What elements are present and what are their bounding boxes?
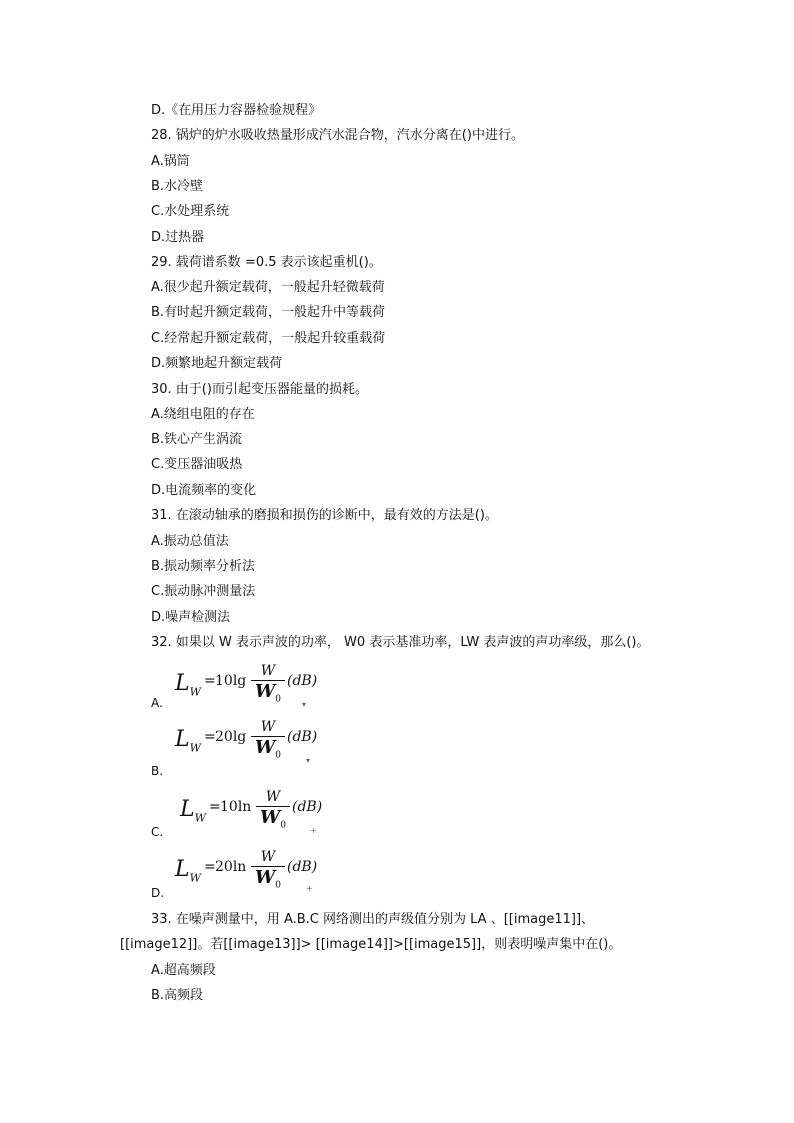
formula-l: L bbox=[175, 727, 190, 752]
question-32-option-d-letter: D. bbox=[151, 886, 165, 900]
formula-equals: = bbox=[204, 673, 216, 689]
formula-equals: = bbox=[204, 729, 216, 745]
question-31-option-c: C.振动脉冲测量法 bbox=[151, 584, 256, 599]
formula-numerator: W bbox=[265, 789, 281, 805]
formula-numerator: W bbox=[260, 663, 276, 679]
formula-coefficient: 10lg bbox=[215, 673, 247, 689]
formula-l-subscript: W bbox=[194, 811, 206, 825]
question-29-option-d: D.频繁地起升额定载荷 bbox=[151, 356, 283, 371]
question-32-option-c-letter: C. bbox=[151, 825, 164, 839]
question-33-line-2: [[image12]]。若[[image13]]> [[image14]]>[[image15]]，则表明噪声集中在()。 bbox=[120, 937, 622, 952]
formula-fraction bbox=[251, 719, 285, 765]
formula-unit: (dB) bbox=[287, 729, 318, 745]
formula-denominator: W bbox=[255, 681, 276, 702]
formula-denominator: W bbox=[255, 737, 276, 758]
question-32-option-c-formula bbox=[180, 789, 323, 835]
question-29-option-a: A.很少起升额定载荷，一般起升轻微载荷 bbox=[151, 280, 385, 295]
formula-denominator-subscript: 0 bbox=[280, 820, 286, 831]
question-32-option-a-letter: A. bbox=[151, 696, 163, 710]
formula-denominator: W bbox=[260, 807, 281, 828]
question-31-option-a: A.振动总值法 bbox=[151, 534, 229, 549]
paragraph-mark-icon: + bbox=[306, 884, 313, 893]
formula-denominator-subscript: 0 bbox=[275, 750, 281, 761]
formula-fraction bbox=[251, 849, 285, 895]
question-32-option-b-letter: B. bbox=[151, 764, 164, 778]
question-28-option-c: C.水处理系统 bbox=[151, 204, 230, 219]
formula-l: L bbox=[180, 797, 195, 822]
question-33-option-b: B.高频段 bbox=[151, 988, 204, 1003]
question-29-option-c: C.经常起升额定载荷，一般起升较重载荷 bbox=[151, 331, 386, 346]
formula-l-subscript: W bbox=[189, 741, 201, 755]
formula-numerator: W bbox=[260, 719, 276, 735]
formula-coefficient: 20ln bbox=[215, 859, 247, 875]
formula-denominator: W bbox=[255, 867, 276, 888]
formula-unit: (dB) bbox=[287, 673, 318, 689]
formula-fraction bbox=[251, 663, 285, 709]
question-28-option-b: B.水冷壁 bbox=[151, 179, 204, 194]
question-32-option-d-formula bbox=[175, 849, 318, 895]
question-30-option-c: C.变压器油吸热 bbox=[151, 457, 243, 472]
formula-numerator: W bbox=[260, 849, 276, 865]
question-31: 31. 在滚动轴承的磨损和损伤的诊断中，最有效的方法是()。 bbox=[151, 508, 498, 523]
question-31-option-b: B.振动频率分析法 bbox=[151, 559, 256, 574]
formula-l-subscript: W bbox=[189, 871, 201, 885]
question-32: 32. 如果以 W 表示声波的功率， W0 表示基准功率，LW 表声波的声功率级，那么()。 bbox=[151, 635, 650, 650]
formula-coefficient: 10ln bbox=[220, 799, 252, 815]
question-32-option-a-formula bbox=[175, 663, 318, 709]
question-30-option-d: D.电流频率的变化 bbox=[151, 483, 257, 498]
question-31-option-d: D.噪声检测法 bbox=[151, 610, 231, 625]
question-32-option-b-formula bbox=[175, 719, 318, 765]
paragraph-mark-icon: ▾ bbox=[302, 700, 307, 709]
question-30-option-b: B.铁心产生涡流 bbox=[151, 432, 243, 447]
formula-equals: = bbox=[204, 859, 216, 875]
formula-coefficient: 20lg bbox=[215, 729, 247, 745]
formula-unit: (dB) bbox=[292, 799, 323, 815]
formula-unit: (dB) bbox=[287, 859, 318, 875]
question-33-option-a: A.超高频段 bbox=[151, 963, 216, 978]
formula-equals: = bbox=[209, 799, 221, 815]
formula-fraction bbox=[256, 789, 290, 835]
question-30-option-a: A.绕组电阻的存在 bbox=[151, 407, 255, 422]
question-28-option-d: D.过热器 bbox=[151, 230, 205, 245]
formula-denominator-subscript: 0 bbox=[275, 880, 281, 891]
question-29: 29. 载荷谱系数 =0.5 表示该起重机()。 bbox=[151, 255, 382, 270]
question-29-option-b: B.有时起升额定载荷，一般起升中等载荷 bbox=[151, 305, 386, 320]
question-33-line-1: 33. 在噪声测量中，用 A.B.C 网络测出的声级值分别为 LA 、[[image11]]、 bbox=[151, 912, 595, 927]
formula-denominator-subscript: 0 bbox=[275, 694, 281, 705]
question-28-option-a: A.锅筒 bbox=[151, 154, 190, 169]
question-30: 30. 由于()而引起变压器能量的损耗。 bbox=[151, 382, 368, 397]
paragraph-mark-icon: ▾ bbox=[306, 756, 311, 765]
paragraph-mark-icon: + bbox=[310, 826, 317, 835]
formula-l-subscript: W bbox=[189, 685, 201, 699]
formula-l: L bbox=[175, 857, 190, 882]
option-d-previous: D.《在用压力容器检验规程》 bbox=[151, 103, 322, 118]
question-28: 28. 锅炉的炉水吸收热量形成汽水混合物，汽水分离在()中进行。 bbox=[151, 128, 524, 143]
formula-l: L bbox=[175, 671, 190, 696]
